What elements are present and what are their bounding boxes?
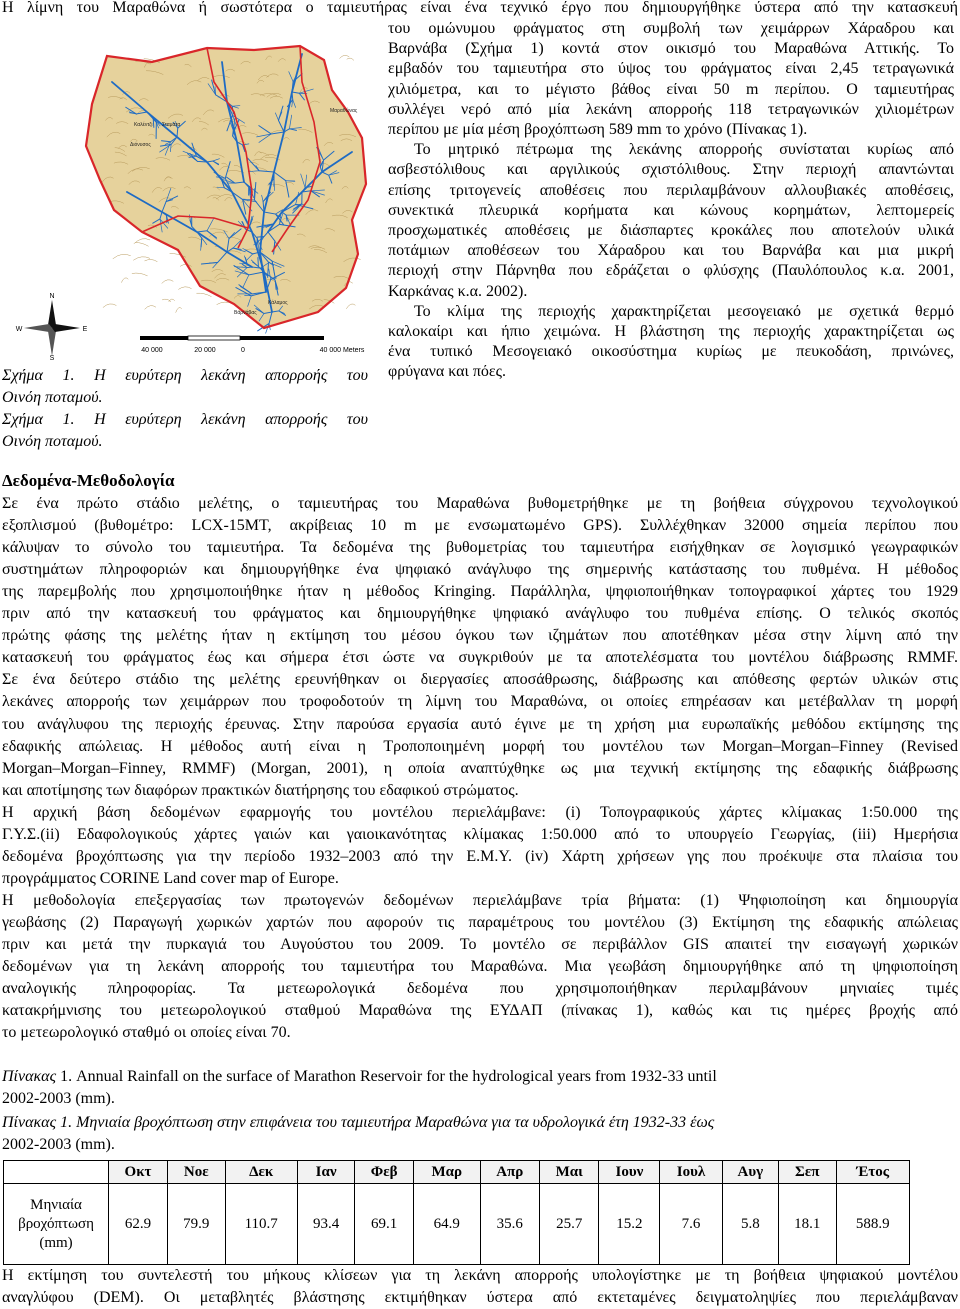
rainfall-value: 35.6 — [480, 1184, 539, 1265]
month-header: Μαρ — [413, 1161, 480, 1184]
rainfall-value: 64.9 — [413, 1184, 480, 1265]
methodology-line: κάλυψαν το σύνολο του ταμιευτήρα. Τα δεδομένα της βυθομετρίας του ταμιευτήρα εισήχθηκαν σε λογισμικό γεωγραφικών — [2, 539, 958, 557]
month-header: Οκτ — [109, 1161, 168, 1184]
watershed-map — [2, 42, 372, 360]
methodology-line: συστημάτων πληροφοριών και δημιουργήθηκε ένα ψηφιακό ανάγλυφο της σημερινής κατάστασης του πυθμένα. Η μέθοδος — [2, 561, 958, 579]
figure-caption-line: Οινόη ποταμού. — [2, 433, 103, 450]
intro-line: ένα τυπικό Μεσογειακό οικοσύστημα κυρίως με πευκοδάση, πρινώνες, — [388, 343, 954, 361]
table-caption-gr-line2: 2002-2003 (mm). — [2, 1136, 115, 1153]
intro-line: επίσης τριτογενείς αποθέσεις που περιλαμβάνουν αλλουβιακές αποθέσεις, — [388, 181, 954, 199]
row-label-line: (mm) — [39, 1234, 73, 1251]
methodology-line: εξοπλισμού (βυθομέτρο: LCX-15MT, ακρίβειας 10 m με ενσωματωμένο GPS). Συλλέχθηκαν 32000 σημεία περίπου που — [2, 517, 958, 535]
methodology-line: γεωβάσης (2) Παραγωγή χωρικών χαρτών που αφορούν τις παραμέτρους του μοντέλου (3) Εκτίμηση της εδαφικής απώλειας — [2, 913, 958, 931]
row-label-line: βροχόπτωση — [18, 1215, 94, 1232]
rainfall-value: 5.8 — [722, 1184, 778, 1265]
table-caption-en-text: 1. Annual Rainfall on the surface of Marathon Reservoir for the hydrological years from 1932-33 until — [56, 1068, 717, 1085]
intro-line: χιλιόμετρα, και το μέγιστο βάθος είναι 50 m περίπου. Ο ταμιευτήρας — [388, 80, 954, 98]
methodology-line: κατακρήμνισης του μετεωρολογικού σταθμού Μαραθώνα της ΕΥΔΑΠ (πίνακας 1), καθώς και τις ημέρες βροχής από — [2, 1002, 958, 1020]
rainfall-value: 79.9 — [167, 1184, 225, 1265]
table-data-row — [4, 1184, 910, 1265]
scale-label: 0 — [241, 347, 245, 354]
figure-caption-line: Οινόη ποταμού. — [2, 389, 103, 406]
rainfall-value: 93.4 — [297, 1184, 355, 1265]
compass-label-s: S — [49, 355, 55, 360]
scale-label: 40 000 Meters — [319, 347, 365, 354]
methodology-line: και αποτίμησης των διαφόρων πρακτικών διατήρησης του εδαφικού στρώματος. — [2, 781, 519, 799]
table-corner-cell — [4, 1161, 109, 1184]
place-label: Διόνυσος — [130, 142, 151, 148]
intro-line: συλλέγει νερό από μία λεκάνη απορροής 118 τετραγωνικών χιλιομέτρων — [388, 100, 954, 118]
month-header: Νοε — [167, 1161, 225, 1184]
methodology-line: της παρεμβολής που χρησιμοποιήθηκε ήταν η μέθοδος Kringing. Παράλληλα, ψηφιοποιήθηκαν τοπογραφικοί χάρτες του 1929 — [2, 583, 958, 601]
rainfall-value: 15.2 — [599, 1184, 660, 1265]
intro-line: εμβαδόν του ταμιευτήρα στο ύψος του φράγματος είναι 2,45 τετραγωνικά — [388, 60, 954, 78]
intro-line: του ομώνυμου φράγματος στη συμβολή των χειμάρρων Χάραδρου και — [388, 20, 954, 37]
methodology-line: εδαφικής απώλειας. Η μέθοδος αυτή είναι η Τροποποιημένη μορφή του μοντέλου των Morgan–Morgan–Finney (Revised — [2, 737, 958, 755]
figure-caption-line: Σχήμα 1. Η ευρύτερη λεκάνη απορροής του — [2, 367, 368, 384]
compass-label-n: N — [49, 293, 55, 300]
intro-line: περιοχή στην Πάρνηθα που εδράζεται ο φλύσχης (Παυλόπουλος κ.α. 2001, — [388, 262, 954, 280]
table-header-row — [4, 1161, 910, 1184]
table-caption-en — [2, 1066, 958, 1088]
month-header: Απρ — [480, 1161, 539, 1184]
intro-line: φρύγανα και πόες. — [388, 363, 506, 381]
methodology-line: προγράμματος CORINE Land cover map of Europe. — [2, 869, 339, 887]
scale-label: 20 000 — [194, 347, 216, 354]
methodology-line: δεδομένα βροχόπτωσης για την περίοδο 1932–2003 από την Ε.Μ.Υ. (iv) Χάρτη χρήσεων γης που προέκυψε στα πλαίσια του — [2, 847, 958, 865]
intro-line: προσχωματικές αποθέσεις με διάσπαρτες κροκάλες που αποτελούν υλικά — [388, 222, 954, 239]
intro-line: περίπου με μία μέση βροχόπτωση 589 mm το χρόνο (Πίνακας 1). — [388, 121, 808, 138]
compass-label-e: E — [82, 326, 88, 333]
section-heading: Δεδομένα-Μεθοδολογία — [2, 471, 175, 490]
methodology-line: Morgan–Morgan–Finney, RMMF) (Morgan, 2001), η οποία αναπτύχθηκε ως μια τεχνική εκτίμησης της εδαφικής διάβρωσης — [2, 759, 958, 777]
place-label: Καλέντζι — [134, 122, 153, 128]
methodology-line: κατασκευή του φράγματος έως και σήμερα έτσι ώστε να συγκριθούν με τα αποτελέσματα του μοντέλου διάβρωσης RMMF. — [2, 649, 958, 667]
rainfall-value: 7.6 — [660, 1184, 722, 1265]
row-label-line: Μηνιαία — [30, 1196, 82, 1213]
table-caption-en-line2: 2002-2003 (mm). — [2, 1090, 115, 1107]
month-header: Μαι — [539, 1161, 599, 1184]
intro-line: καλοκαίρι και ήπιο χειμώνα. Η βλάστηση της περιοχής χαρακτηρίζεται ως — [388, 323, 954, 340]
methodology-line: πριν και μετά την πυρκαγιά του Αυγούστου του 2009. Το μοντέλο σε περιβάλλον GIS απαιτεί την εισαγωγή χωρικών — [2, 936, 958, 953]
table-caption-gr-text: 1. Μηνιαία βροχόπτωση στην επιφάνεια του ταμιευτήρα Μαραθώνα για τα υδρολογικά έτη 1932-33 έως — [56, 1114, 715, 1131]
month-header: Σεπ — [778, 1161, 836, 1184]
intro-line: Το μητρικό πέτρωμα της λεκάνης απορροής συνίσταται κυρίως από — [414, 141, 954, 159]
month-header: Ιουν — [599, 1161, 660, 1184]
place-label: Μαραθώνας — [330, 108, 358, 114]
intro-line: Το κλίμα της περιοχής χαρακτηρίζεται μεσογειακό με σχετικά θερμό — [414, 302, 954, 320]
intro-line: ποτάμιων αποθέσεων του Χάραδρου και του Βαρνάβα και μια μικρή — [388, 242, 954, 260]
methodology-line: του ανάγλυφου της περιοχής έρευνας. Στην παρούσα εργασία αυτό έγινε με τη χρήση μια ευρωπαϊκής μεθόδου εκτίμησης της — [2, 715, 958, 733]
place-label: Κάλαμος — [268, 300, 288, 306]
methodology-line: Γ.Υ.Σ.(ii) Εδαφολογικούς χάρτες γαιών και γαιοικανότητας κλίμακας 1:50.000 από το υπουργείο Γεωργίας, (iii) Ημερήσια — [2, 825, 958, 843]
methodology-line: Σε ένα πρώτο στάδιο μελέτης, ο ταμιευτήρας του Μαραθώνα βυθομετρήθηκε με τη βοήθεια σύγχρονου τεχνολογικού — [2, 495, 958, 512]
closing-line: αναγλύφου (DEM). Οι μεταβλητές βλάστησης εκτιμήθηκαν ύστερα από εκτεταμένες δειγματοληψίες που περιελάμβαναν — [2, 1289, 958, 1306]
intro-line: Βαρνάβα (Σχήμα 1) κοντά στον οικισμό του Μαραθώνα Αττικής. Το — [388, 40, 954, 58]
methodology-line: το μετεωρολογικό σταθμό οι οποίες είναι 70. — [2, 1024, 291, 1042]
figure-caption-line: Σχήμα 1. Η ευρύτερη λεκάνη απορροής του — [2, 411, 368, 428]
monthly-rainfall-table — [3, 1160, 910, 1265]
rainfall-value: 69.1 — [355, 1184, 414, 1265]
table-caption-gr-label: Πίνακας — [2, 1114, 57, 1131]
intro-line: ασβεστόλιθους και αργιλικούς σχιστόλιθους. Στην περιοχή απαντώνται — [388, 161, 954, 179]
month-header: Ιαν — [297, 1161, 355, 1184]
closing-line: Η εκτίμηση του συντελεστή του μήκους κλίσεων για τη λεκάνη απορροής υπολογίστηκε με τη βοήθεια ψηφιακού μοντέλου — [2, 1267, 958, 1284]
scale-label: 40 000 — [141, 347, 163, 354]
methodology-line: Η μεθοδολογία επεξεργασίας των πρωτογενών δεδομένων περιελάμβανε τρία βήματα: (1) Ψηφιοποίηση και δημιουργία — [2, 891, 958, 909]
place-label: Σταμάτα — [162, 122, 181, 128]
methodology-line: πρώτης φάσης της μελέτης ήταν η εκτίμηση του μέσου όγκου των ιζημάτων που αποτέθηκαν μέσα στην λίμνη από την — [2, 627, 958, 645]
table-caption-en-label: Πίνακας — [2, 1068, 57, 1085]
compass-label-w: W — [15, 326, 23, 333]
methodology-line: πριν από την κατασκευή του φράγματος και δημιουργήθηκε ψηφιακό ανάγλυφο του πυθμένα επίσης. Ο τελικός σκοπός — [2, 605, 958, 623]
rainfall-value: 110.7 — [225, 1184, 297, 1265]
month-header: Ιουλ — [660, 1161, 722, 1184]
methodology-line: δεδομένων για τη λεκάνη απορροής του ταμιευτήρα του Μαραθώνα. Μια γεωβάση δημιουργήθηκε από τη ψηφιοποίηση — [2, 958, 958, 976]
month-header: Δεκ — [225, 1161, 297, 1184]
month-header: Αυγ — [722, 1161, 778, 1184]
month-header: Φεβ — [355, 1161, 414, 1184]
place-label: Βαρνάβας — [234, 310, 257, 316]
rainfall-value: 62.9 — [109, 1184, 168, 1265]
methodology-line: λεκάνες απορροής των χειμάρρων που τροφοδοτούν τη λίμνη του Μαραθώνα, οι οποίες επηρέασαν και μετέβαλλαν τη μορφή — [2, 693, 958, 711]
methodology-line: αναλογικής πληροφορίας. Τα μετεωρολογικά δεδομένα που χρησιμοποιήθηκαν περιλαμβάνουν μηνιαίες τιμές — [2, 980, 958, 998]
table-row-label — [4, 1184, 109, 1265]
methodology-line: Η αρχική βάση δεδομένων εφαρμογής του μοντέλου περιελάμβανε: (i) Τοπογραφικούς χάρτες κλίμακας 1:50.000 της — [2, 803, 958, 821]
rainfall-value: 588.9 — [836, 1184, 909, 1265]
rainfall-value: 25.7 — [539, 1184, 599, 1265]
rainfall-value: 18.1 — [778, 1184, 836, 1265]
intro-line: συνεκτικά πλευρικά κορήματα και κώνους κορημάτων, λεπτομερείς — [388, 201, 954, 219]
intro-first-line: Η λίμνη του Μαραθώνα ή σωστότερα ο ταμιευτήρας είναι ένα τεχνικό έργο που δημιουργήθηκε ύστερα από την κατασκευή — [2, 0, 958, 16]
intro-line: Καρκάνας κ.α. 2002). — [388, 282, 528, 300]
table-caption-gr — [2, 1112, 958, 1134]
methodology-line: Σε ένα δεύτερο στάδιο της μελέτης ερευνήθηκαν οι διεργασίες αποσάθρωσης, διάβρωσης και απόθεσης φερτών υλικών στις — [2, 671, 958, 689]
month-header: Έτος — [836, 1161, 909, 1184]
